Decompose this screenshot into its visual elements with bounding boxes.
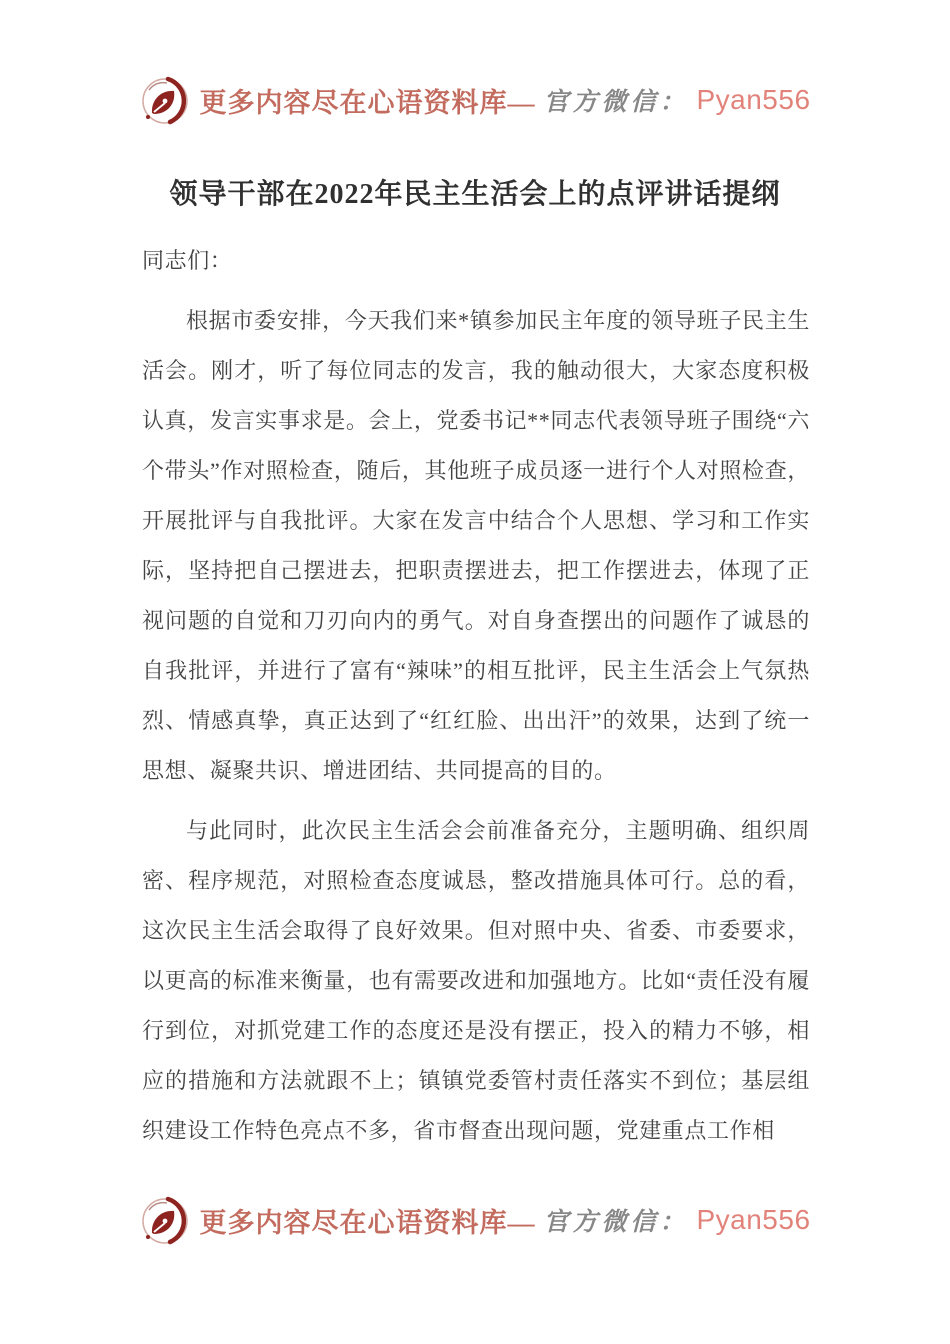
brand-wechat-label: 官方微信：: [543, 89, 689, 116]
header-brand: [0, 72, 950, 128]
document-title: 领导干部在2022年民主生活会上的点评讲话提纲: [169, 179, 781, 210]
brand-wechat-id: Pyan556: [696, 1204, 811, 1235]
brand-wechat-id: Pyan556: [696, 84, 811, 115]
brand-slogan-text: 更多内容尽在心语资料库—: [199, 87, 536, 118]
document-body: [142, 236, 810, 1156]
footer-brand: [0, 1192, 950, 1248]
pen-nib-swirl-logo-icon: [139, 1192, 191, 1248]
body-paragraph-2: 与此同时，此次民主生活会会前准备充分，主题明确、组织周密、程序规范，对照检查态度诚恳，整改措施具体可行。总的看，这次民主生活会取得了良好效果。但对照中央、省委、市委要求，以更高的标准来衡量，也有需要改进和加强地方。比如“责任没有履行到位，对抓党建工作的态度还是没有摆正，投入的精力不够，相应的措施和方法就跟不上；镇镇党委管村责任落实不到位；基层组织建设工作特色亮点不多，省市督查出现问题，党建重点工作相: [142, 818, 810, 1143]
brand-slogan-text: 更多内容尽在心语资料库—: [199, 1207, 536, 1238]
pen-nib-swirl-logo-icon: [139, 72, 191, 128]
salutation-line: 同志们：: [142, 248, 233, 273]
body-paragraph-1: 根据市委安排，今天我们来*镇参加民主年度的领导班子民主生活会。刚才，听了每位同志的发言，我的触动很大，大家态度积极认真，发言实事求是。会上，党委书记**同志代表领导班子围绕“六个带头”作对照检查，随后，其他班子成员逐一进行个人对照检查，开展批评与自我批评。大家在发言中结合个人思想、学习和工作实际，坚持把自己摆进去，把职责摆进去，把工作摆进去，体现了正视问题的自觉和刀刃向内的勇气。对自身查摆出的问题作了诚恳的自我批评，并进行了富有“辣味”的相互批评，民主生活会上气氛热烈、情感真挚，真正达到了“红红脸、出出汗”的效果，达到了统一思想、凝聚共识、增进团结、共同提高的目的。: [142, 308, 810, 783]
brand-wechat-label: 官方微信：: [543, 1209, 689, 1236]
